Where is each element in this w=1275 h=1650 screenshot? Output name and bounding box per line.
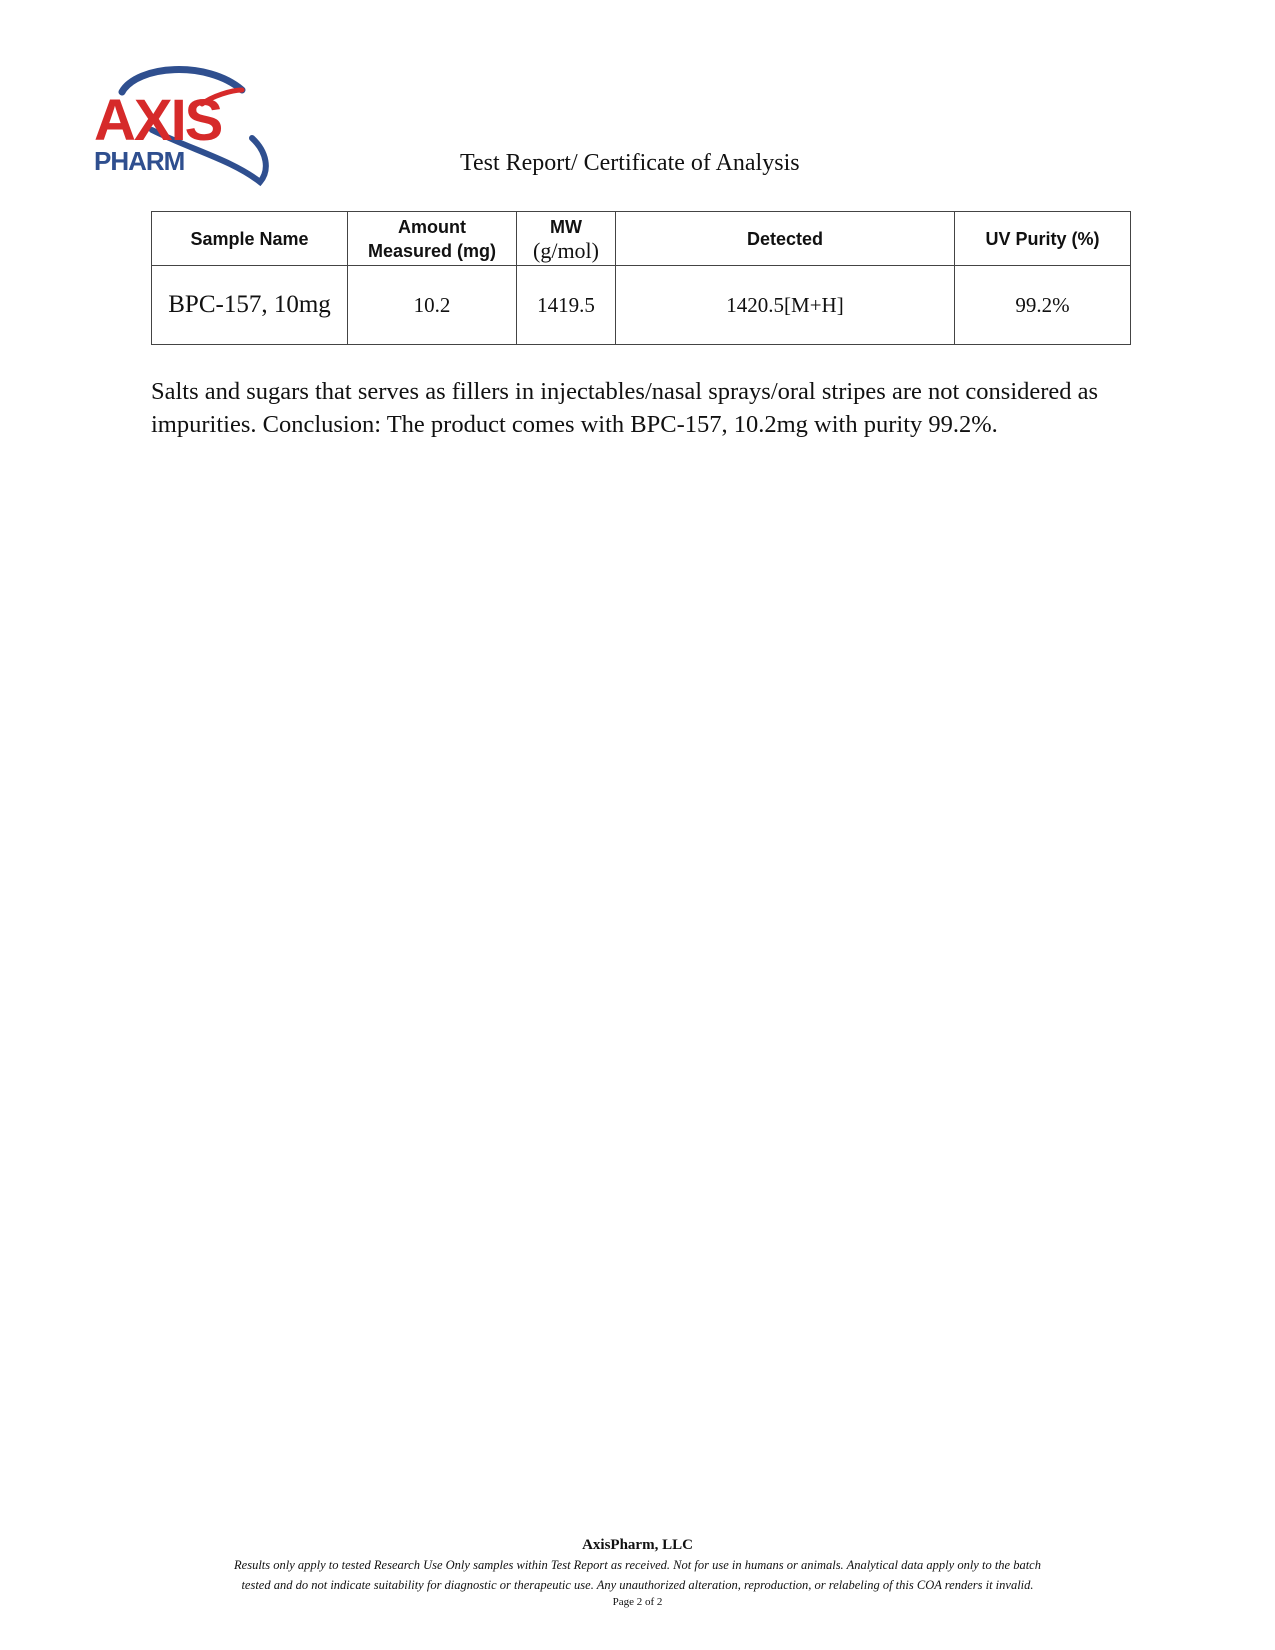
header-amount-measured bbox=[348, 212, 517, 266]
cell-mw: 1419.5 bbox=[517, 266, 616, 345]
header-amount-line2: Measured (mg) bbox=[367, 240, 497, 261]
cell-sample-name: BPC-157, 10mg bbox=[152, 266, 348, 345]
table-header-row bbox=[152, 212, 1131, 266]
axispharm-logo bbox=[92, 60, 282, 190]
cell-amount: 10.2 bbox=[348, 266, 517, 345]
footer bbox=[150, 1536, 1125, 1610]
conclusion-paragraph: Salts and sugars that serves as fillers in injectables/nasal sprays/oral stripes are not considered as impurities. Conclusion: The product comes with BPC-157, 10.2mg with purity 99.2%. bbox=[151, 378, 1099, 438]
header-amount-line1: Amount bbox=[398, 216, 466, 237]
header-sample-name: Sample Name bbox=[152, 212, 348, 266]
footer-company: AxisPharm, LLC bbox=[582, 1537, 693, 1553]
axispharm-logo-graphic bbox=[92, 60, 282, 190]
logo-sub: PHARM bbox=[94, 146, 185, 176]
cell-detected: 1420.5[M+H] bbox=[616, 266, 955, 345]
header-uv-purity: UV Purity (%) bbox=[955, 212, 1131, 266]
footer-disclaimer-line2: tested and do not indicate suitability for diagnostic or therapeutic use. Any unauthorized alteration, reproduction, or relabeling of this COA renders it invalid. bbox=[241, 1578, 1034, 1592]
table-row bbox=[152, 266, 1131, 345]
header-mw-line1: MW bbox=[550, 216, 582, 237]
header-detected: Detected bbox=[616, 212, 955, 266]
document-title: Test Report/ Certificate of Analysis bbox=[460, 150, 800, 176]
header-mw bbox=[517, 212, 616, 266]
page-number: Page 2 of 2 bbox=[612, 1596, 663, 1608]
logo-word: AXIS bbox=[94, 88, 222, 153]
cell-uv-purity: 99.2% bbox=[955, 266, 1131, 345]
results-table bbox=[151, 211, 1131, 345]
footer-disclaimer-line1: Results only apply to tested Research Use Only samples within Test Report as received. Not for use in humans or animals. Analytical data apply only to the batch bbox=[234, 1558, 1041, 1572]
header-mw-unit: (g/mol) bbox=[533, 237, 599, 263]
